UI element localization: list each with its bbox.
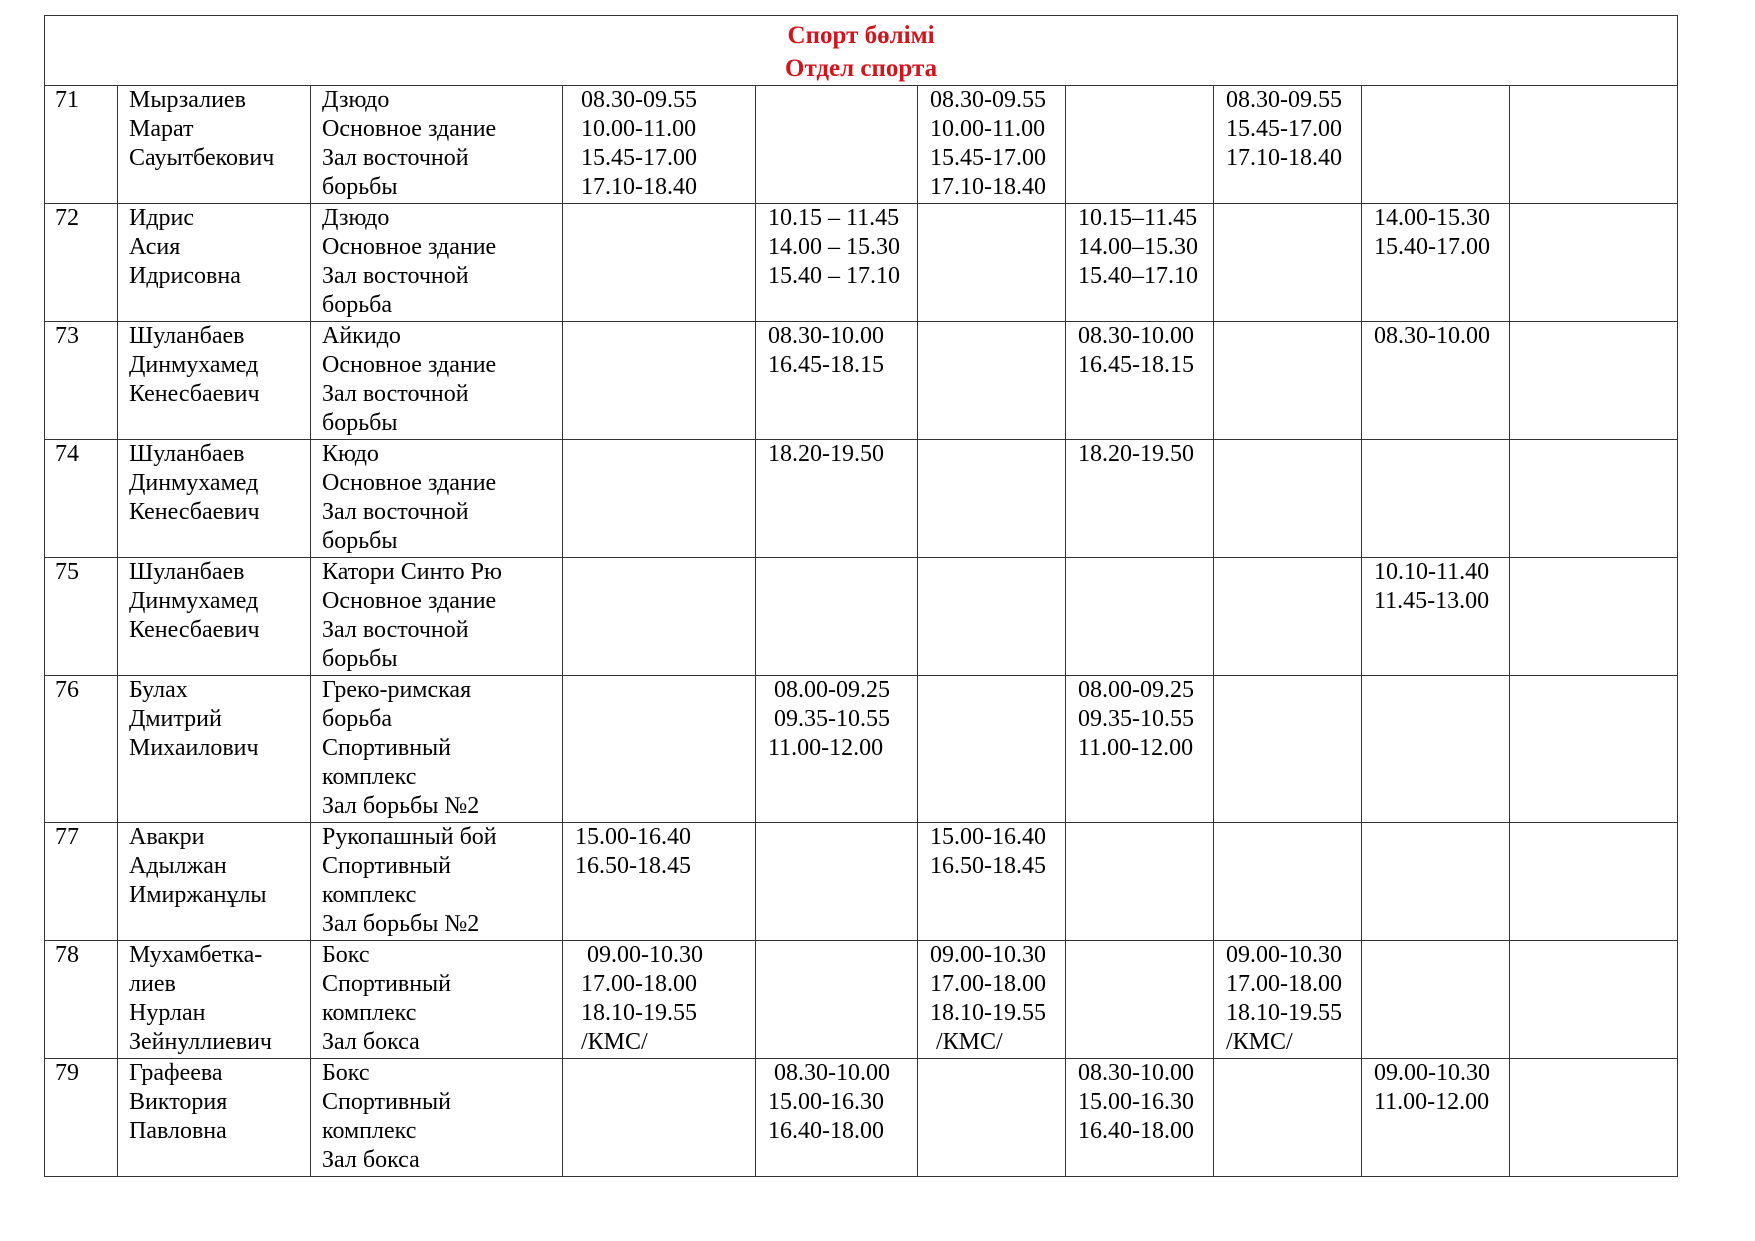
coach-name-line: Идрис — [129, 205, 195, 231]
time-slot: 17.00-18.00 — [1226, 971, 1342, 997]
section-place-line: Греко-римская — [322, 677, 472, 703]
time-slot: 15.45-17.00 — [575, 145, 697, 171]
time-slot: /КМС/ — [930, 1029, 1003, 1055]
section-place-line: Спортивный — [322, 971, 452, 997]
coach-name-line: Адылжан — [129, 853, 227, 879]
section-place-cell — [311, 941, 563, 1059]
time-slot: 18.10-19.55 — [575, 1000, 697, 1026]
time-slot: 11.00-12.00 — [1078, 735, 1194, 761]
schedule-day-3-cell — [918, 440, 1066, 558]
schedule-day-2-cell — [756, 941, 918, 1059]
section-place-line: Бокс — [322, 1060, 370, 1086]
schedule-day-5-cell — [1214, 676, 1362, 823]
row-number: 78 — [45, 941, 118, 1059]
coach-name-cell — [118, 322, 311, 440]
schedule-day-4-cell — [1066, 676, 1214, 823]
schedule-day-7-cell — [1510, 204, 1678, 322]
section-place-line: Зал восточной — [322, 263, 469, 289]
row-number: 77 — [45, 823, 118, 941]
table-row — [45, 823, 1678, 941]
coach-name-line: лиев — [129, 971, 176, 997]
time-slot: 10.15 – 11.45 — [768, 205, 900, 231]
section-place-line: Дзюдо — [322, 205, 390, 231]
section-place-line: Бокс — [322, 942, 370, 968]
schedule-day-4-cell — [1066, 440, 1214, 558]
coach-name-line: Имиржанұлы — [129, 882, 267, 908]
section-place-line: Спортивный — [322, 735, 452, 761]
section-place-line: Кюдо — [322, 441, 379, 467]
schedule-day-6-cell — [1362, 440, 1510, 558]
row-number: 75 — [45, 558, 118, 676]
section-place-cell — [311, 1059, 563, 1177]
coach-name-line: Павловна — [129, 1118, 227, 1144]
time-slot: 10.00-11.00 — [575, 116, 697, 142]
coach-name-line: Шуланбаев — [129, 323, 245, 349]
time-slot: 16.45-18.15 — [768, 352, 884, 378]
time-slot: 08.30-10.00 — [768, 323, 884, 349]
title-cell — [45, 16, 1678, 86]
section-place-line: Зал восточной — [322, 381, 469, 407]
schedule-day-5-cell — [1214, 322, 1362, 440]
time-slot: /КМС/ — [575, 1029, 648, 1055]
time-slot: 18.20-19.50 — [1078, 441, 1194, 467]
section-place-line: борьбы — [322, 646, 398, 672]
coach-name-cell — [118, 440, 311, 558]
schedule-body — [45, 16, 1678, 1177]
time-slot: 15.00-16.30 — [768, 1089, 884, 1115]
coach-name-cell — [118, 558, 311, 676]
schedule-day-4-cell — [1066, 941, 1214, 1059]
table-row — [45, 558, 1678, 676]
schedule-day-2-cell — [756, 86, 918, 204]
coach-name-cell — [118, 1059, 311, 1177]
coach-name-line: Кенесбаевич — [129, 617, 260, 643]
time-slot: 09.00-10.30 — [1226, 942, 1342, 968]
schedule-day-5-cell — [1214, 86, 1362, 204]
schedule-day-2-cell — [756, 1059, 918, 1177]
section-place-line: борьба — [322, 292, 393, 318]
table-row — [45, 322, 1678, 440]
schedule-day-7-cell — [1510, 823, 1678, 941]
schedule-day-6-cell — [1362, 823, 1510, 941]
title-row — [45, 16, 1678, 86]
section-place-line: Основное здание — [322, 234, 497, 260]
schedule-day-4-cell — [1066, 322, 1214, 440]
section-place-cell — [311, 823, 563, 941]
schedule-day-7-cell — [1510, 558, 1678, 676]
schedule-day-3-cell — [918, 204, 1066, 322]
time-slot: 15.00-16.40 — [575, 824, 691, 850]
schedule-day-3-cell — [918, 941, 1066, 1059]
time-slot: 08.30-10.00 — [768, 1060, 890, 1086]
time-slot: 08.30-10.00 — [1078, 323, 1194, 349]
time-slot: 15.40 – 17.10 — [768, 263, 900, 289]
schedule-day-3-cell — [918, 676, 1066, 823]
coach-name-line: Булах — [129, 677, 188, 703]
section-place-line: Основное здание — [322, 588, 497, 614]
row-number: 79 — [45, 1059, 118, 1177]
schedule-day-4-cell — [1066, 558, 1214, 676]
time-slot: 15.45-17.00 — [930, 145, 1046, 171]
section-place-line: Зал бокса — [322, 1029, 420, 1055]
time-slot: 10.00-11.00 — [930, 116, 1046, 142]
schedule-day-5-cell — [1214, 440, 1362, 558]
coach-name-line: Кенесбаевич — [129, 499, 260, 525]
schedule-day-2-cell — [756, 676, 918, 823]
time-slot: 10.15–11.45 — [1078, 205, 1198, 231]
schedule-day-6-cell — [1362, 322, 1510, 440]
schedule-day-2-cell — [756, 440, 918, 558]
coach-name-line: Графеева — [129, 1060, 223, 1086]
section-place-line: Основное здание — [322, 352, 497, 378]
time-slot: 09.00-10.30 — [575, 942, 703, 968]
coach-name-cell — [118, 823, 311, 941]
coach-name-cell — [118, 941, 311, 1059]
schedule-day-1-cell — [563, 676, 756, 823]
time-slot: 16.50-18.45 — [930, 853, 1046, 879]
schedule-day-3-cell — [918, 322, 1066, 440]
schedule-day-1-cell — [563, 322, 756, 440]
coach-name-line: Мырзалиев — [129, 87, 246, 113]
time-slot: 18.10-19.55 — [930, 1000, 1046, 1026]
schedule-day-5-cell — [1214, 558, 1362, 676]
time-slot: 17.00-18.00 — [575, 971, 697, 997]
schedule-day-5-cell — [1214, 823, 1362, 941]
row-number: 73 — [45, 322, 118, 440]
section-place-line: Спортивный — [322, 853, 452, 879]
schedule-day-2-cell — [756, 823, 918, 941]
schedule-table — [44, 15, 1678, 1177]
schedule-day-6-cell — [1362, 941, 1510, 1059]
time-slot: 09.35-10.55 — [1078, 706, 1194, 732]
table-row — [45, 676, 1678, 823]
section-place-line: комплекс — [322, 764, 417, 790]
table-row — [45, 941, 1678, 1059]
schedule-day-6-cell — [1362, 204, 1510, 322]
coach-name-cell — [118, 676, 311, 823]
time-slot: 08.00-09.25 — [768, 677, 890, 703]
section-place-line: Айкидо — [322, 323, 401, 349]
schedule-day-4-cell — [1066, 204, 1214, 322]
time-slot: 10.10-11.40 — [1374, 559, 1490, 585]
section-place-line: Зал восточной — [322, 617, 469, 643]
schedule-day-7-cell — [1510, 322, 1678, 440]
section-place-cell — [311, 676, 563, 823]
section-place-line: Зал борьбы №2 — [322, 911, 480, 937]
schedule-day-1-cell — [563, 204, 756, 322]
time-slot: 08.30-09.55 — [1226, 87, 1342, 113]
schedule-day-1-cell — [563, 1059, 756, 1177]
section-place-line: комплекс — [322, 1000, 417, 1026]
time-slot: 09.00-10.30 — [930, 942, 1046, 968]
coach-name-line: Идрисовна — [129, 263, 241, 289]
section-place-line: комплекс — [322, 882, 417, 908]
time-slot: 15.40–17.10 — [1078, 263, 1198, 289]
coach-name-line: Мухамбетка- — [129, 942, 263, 968]
time-slot: 09.35-10.55 — [768, 706, 890, 732]
schedule-day-6-cell — [1362, 86, 1510, 204]
time-slot: 17.10-18.40 — [575, 174, 697, 200]
schedule-day-6-cell — [1362, 1059, 1510, 1177]
schedule-day-1-cell — [563, 823, 756, 941]
time-slot: 15.45-17.00 — [1226, 116, 1342, 142]
section-place-line: Зал бокса — [322, 1147, 420, 1173]
section-place-line: Основное здание — [322, 116, 497, 142]
time-slot: 11.00-12.00 — [1374, 1089, 1490, 1115]
time-slot: 16.45-18.15 — [1078, 352, 1194, 378]
section-place-line: Зал восточной — [322, 499, 469, 525]
time-slot: 16.40-18.00 — [768, 1118, 884, 1144]
time-slot: 08.00-09.25 — [1078, 677, 1194, 703]
row-number: 74 — [45, 440, 118, 558]
department-title-kz: Спорт бөлімі — [787, 22, 935, 49]
time-slot: 16.40-18.00 — [1078, 1118, 1194, 1144]
section-place-line: Дзюдо — [322, 87, 390, 113]
coach-name-line: Кенесбаевич — [129, 381, 260, 407]
time-slot: 18.10-19.55 — [1226, 1000, 1342, 1026]
table-row — [45, 204, 1678, 322]
time-slot: 17.10-18.40 — [1226, 145, 1342, 171]
department-title-ru: Отдел спорта — [785, 55, 938, 82]
time-slot: 14.00 – 15.30 — [768, 234, 900, 260]
time-slot: 11.45-13.00 — [1374, 588, 1490, 614]
time-slot: 14.00–15.30 — [1078, 234, 1198, 260]
schedule-day-5-cell — [1214, 1059, 1362, 1177]
schedule-day-2-cell — [756, 204, 918, 322]
schedule-day-3-cell — [918, 86, 1066, 204]
schedule-day-6-cell — [1362, 676, 1510, 823]
schedule-day-1-cell — [563, 558, 756, 676]
coach-name-line: Шуланбаев — [129, 559, 245, 585]
table-row — [45, 86, 1678, 204]
schedule-day-4-cell — [1066, 86, 1214, 204]
schedule-day-2-cell — [756, 322, 918, 440]
row-number: 71 — [45, 86, 118, 204]
time-slot: 18.20-19.50 — [768, 441, 884, 467]
time-slot: 08.30-09.55 — [930, 87, 1046, 113]
coach-name-line: Михаилович — [129, 735, 259, 761]
time-slot: 15.00-16.30 — [1078, 1089, 1194, 1115]
coach-name-line: Асия — [129, 234, 181, 260]
coach-name-line: Авакри — [129, 824, 205, 850]
schedule-day-4-cell — [1066, 1059, 1214, 1177]
time-slot: 08.30-09.55 — [575, 87, 697, 113]
time-slot: 17.00-18.00 — [930, 971, 1046, 997]
time-slot: 16.50-18.45 — [575, 853, 691, 879]
row-number: 72 — [45, 204, 118, 322]
coach-name-line: Дмитрий — [129, 706, 222, 732]
schedule-day-7-cell — [1510, 440, 1678, 558]
coach-name-line: Динмухамед — [129, 352, 259, 378]
schedule-day-7-cell — [1510, 1059, 1678, 1177]
coach-name-line: Динмухамед — [129, 470, 259, 496]
section-place-cell — [311, 558, 563, 676]
coach-name-line: Марат — [129, 116, 194, 142]
schedule-day-3-cell — [918, 558, 1066, 676]
table-row — [45, 440, 1678, 558]
section-place-cell — [311, 204, 563, 322]
section-place-line: борьба — [322, 706, 393, 732]
coach-name-line: Шуланбаев — [129, 441, 245, 467]
time-slot: /КМС/ — [1226, 1029, 1293, 1055]
time-slot: 08.30-10.00 — [1078, 1060, 1194, 1086]
time-slot: 17.10-18.40 — [930, 174, 1046, 200]
schedule-day-7-cell — [1510, 941, 1678, 1059]
section-place-line: Спортивный — [322, 1089, 452, 1115]
section-place-cell — [311, 86, 563, 204]
time-slot: 08.30-10.00 — [1374, 323, 1490, 349]
time-slot: 15.00-16.40 — [930, 824, 1046, 850]
coach-name-line: Динмухамед — [129, 588, 259, 614]
row-number: 76 — [45, 676, 118, 823]
schedule-day-4-cell — [1066, 823, 1214, 941]
time-slot: 14.00-15.30 — [1374, 205, 1490, 231]
schedule-day-6-cell — [1362, 558, 1510, 676]
schedule-day-7-cell — [1510, 676, 1678, 823]
section-place-cell — [311, 322, 563, 440]
section-place-line: Зал борьбы №2 — [322, 793, 480, 819]
coach-name-cell — [118, 86, 311, 204]
time-slot: 11.00-12.00 — [768, 735, 884, 761]
section-place-line: комплекс — [322, 1118, 417, 1144]
coach-name-line: Сауытбекович — [129, 145, 275, 171]
section-place-line: Катори Синто Рю — [322, 559, 502, 585]
section-place-line: Зал восточной — [322, 145, 469, 171]
coach-name-line: Зейнуллиевич — [129, 1029, 273, 1055]
coach-name-cell — [118, 204, 311, 322]
section-place-line: Рукопашный бой — [322, 824, 497, 850]
time-slot: 15.40-17.00 — [1374, 234, 1490, 260]
schedule-day-7-cell — [1510, 86, 1678, 204]
schedule-day-3-cell — [918, 823, 1066, 941]
schedule-day-1-cell — [563, 86, 756, 204]
time-slot: 09.00-10.30 — [1374, 1060, 1490, 1086]
schedule-day-5-cell — [1214, 204, 1362, 322]
schedule-day-1-cell — [563, 941, 756, 1059]
table-row — [45, 1059, 1678, 1177]
section-place-line: Основное здание — [322, 470, 497, 496]
schedule-day-3-cell — [918, 1059, 1066, 1177]
section-place-line: борьбы — [322, 528, 398, 554]
section-place-cell — [311, 440, 563, 558]
coach-name-line: Нурлан — [129, 1000, 206, 1026]
coach-name-line: Виктория — [129, 1089, 228, 1115]
schedule-sheet — [44, 15, 1677, 1177]
schedule-day-5-cell — [1214, 941, 1362, 1059]
section-place-line: борьбы — [322, 174, 398, 200]
schedule-day-2-cell — [756, 558, 918, 676]
section-place-line: борьбы — [322, 410, 398, 436]
schedule-day-1-cell — [563, 440, 756, 558]
